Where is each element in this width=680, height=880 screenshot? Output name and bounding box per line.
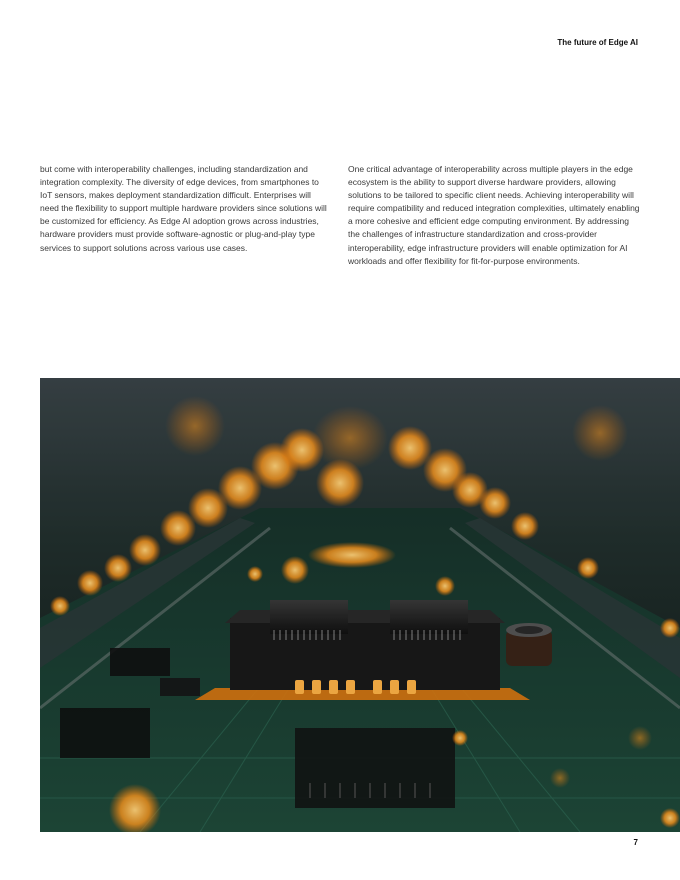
running-header: The future of Edge AI [557,38,638,47]
page-number: 7 [633,838,638,847]
right-column-paragraph: One critical advantage of interoperability across multiple players in the edge ecosystem is the ability to support diverse hardware providers, allowing solutions to be tailored to specific client needs. Achieving interoperability will require compatibility and reduced integration complexities, ultimately enabling a more cohesive and efficient edge computing environment. By addressing the challenges of infrastructure standardization and cross-provider interoperability, edge infrastructure providers will enable optimization for AI workloads and offer flexibility for fit-for-purpose environments. [348,164,640,266]
circuit-board-illustration [40,378,680,832]
left-column-paragraph: but come with interoperability challenges, including standardization and integration complexity. The diversity of edge devices, from smartphones to IoT sensors, makes deployment standardization difficult. Enterprises will need the flexibility to support multiple hardware providers since solutions will be customized for efficiency. As Edge AI adoption grows across industries, hardware providers must provide software-agnostic or plug-and-play type services to support solutions across various use cases. [40,164,327,253]
circuit-board-photo [40,378,680,832]
